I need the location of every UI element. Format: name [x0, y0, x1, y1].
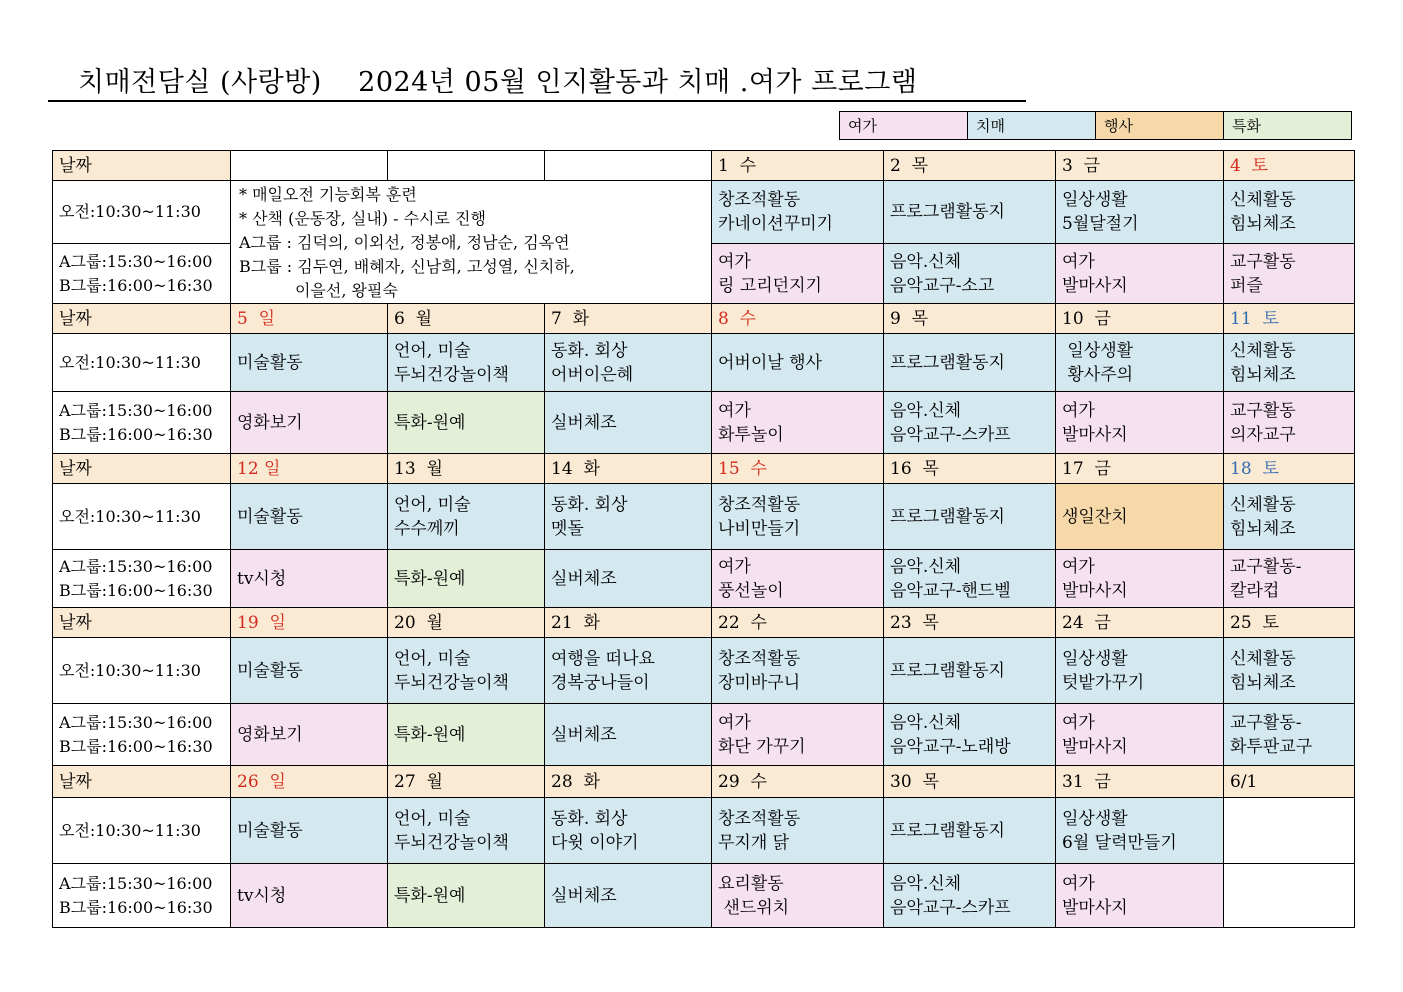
date-cell: 11 토 — [1224, 304, 1355, 334]
activity-cell: 프로그램활동지 — [884, 484, 1056, 550]
activity-cell: 창조적활동 장미바구니 — [712, 638, 884, 704]
activity-cell: 신체활동 힘뇌체조 — [1224, 484, 1355, 550]
date-cell: 31 금 — [1056, 766, 1224, 798]
date-cell — [231, 151, 388, 181]
date-cell: 29 수 — [712, 766, 884, 798]
color-legend — [839, 111, 1352, 140]
activity-cell: 교구활동 퍼즐 — [1224, 244, 1355, 304]
activity-cell: 실버체조 — [545, 864, 712, 928]
afternoon-row — [53, 550, 1355, 608]
legend-haengsa: 행사 — [1096, 112, 1224, 140]
activity-cell: 특화-원예 — [388, 704, 545, 766]
activity-cell: 요리활동 샌드위치 — [712, 864, 884, 928]
activity-cell: 미술활동 — [231, 798, 388, 864]
activity-cell: 일상생활 5월달절기 — [1056, 181, 1224, 244]
date-cell: 7 화 — [545, 304, 712, 334]
activity-cell: 여가 발마사지 — [1056, 244, 1224, 304]
morning-row — [53, 334, 1355, 392]
morning-row — [53, 484, 1355, 550]
activity-cell: 교구활동- 칼라컵 — [1224, 550, 1355, 608]
activity-cell: 특화-원예 — [388, 392, 545, 454]
time-label-afternoon: A그룹:15:30~16:00 B그룹:16:00~16:30 — [53, 550, 231, 608]
activity-cell: 언어, 미술 수수께끼 — [388, 484, 545, 550]
activity-cell — [1224, 798, 1355, 864]
activity-cell: 음악.신체 음악교구-스카프 — [884, 864, 1056, 928]
activity-cell: 영화보기 — [231, 704, 388, 766]
time-label-afternoon: A그룹:15:30~16:00 B그룹:16:00~16:30 — [53, 244, 231, 304]
afternoon-row — [53, 704, 1355, 766]
activity-cell: 일상생활 텃밭가꾸기 — [1056, 638, 1224, 704]
activity-cell: 언어, 미술 두뇌건강놀이책 — [388, 334, 545, 392]
date-cell: 3 금 — [1056, 151, 1224, 181]
date-row — [53, 454, 1355, 484]
morning-row — [53, 181, 1355, 244]
date-label: 날짜 — [53, 454, 231, 484]
activity-cell: 창조적활동 나비만들기 — [712, 484, 884, 550]
activity-cell: 창조적활동 무지개 닭 — [712, 798, 884, 864]
time-label-morning: 오전:10:30~11:30 — [53, 798, 231, 864]
date-cell: 6 월 — [388, 304, 545, 334]
date-cell — [388, 151, 545, 181]
afternoon-row — [53, 864, 1355, 928]
activity-cell: 일상생활 6월 달력만들기 — [1056, 798, 1224, 864]
date-cell: 16 목 — [884, 454, 1056, 484]
activity-cell: 신체활동 힘뇌체조 — [1224, 334, 1355, 392]
date-row — [53, 151, 1355, 181]
activity-cell: 여가 발마사지 — [1056, 704, 1224, 766]
date-label: 날짜 — [53, 766, 231, 798]
date-cell: 14 화 — [545, 454, 712, 484]
activity-cell: 영화보기 — [231, 392, 388, 454]
activity-cell: 어버이날 행사 — [712, 334, 884, 392]
date-row — [53, 766, 1355, 798]
activity-cell: 여가 화단 가꾸기 — [712, 704, 884, 766]
activity-cell: 동화. 회상 어버이은혜 — [545, 334, 712, 392]
date-cell: 21 화 — [545, 608, 712, 638]
date-cell: 26 일 — [231, 766, 388, 798]
morning-row — [53, 638, 1355, 704]
date-cell: 18 토 — [1224, 454, 1355, 484]
activity-cell: 실버체조 — [545, 550, 712, 608]
activity-cell: 동화. 회상 다윗 이야기 — [545, 798, 712, 864]
legend-teukhwa: 특화 — [1224, 112, 1352, 140]
date-label: 날짜 — [53, 608, 231, 638]
time-label-morning: 오전:10:30~11:30 — [53, 638, 231, 704]
activity-cell: 여가 발마사지 — [1056, 864, 1224, 928]
date-row — [53, 608, 1355, 638]
date-cell: 17 금 — [1056, 454, 1224, 484]
activity-cell: 특화-원예 — [388, 864, 545, 928]
page-title-text: 치매전담실 (사랑방) 2024년 05월 인지활동과 치매 .여가 프로그램 — [78, 67, 918, 98]
date-cell: 15 수 — [712, 454, 884, 484]
date-cell: 25 토 — [1224, 608, 1355, 638]
activity-cell: 음악.신체 음악교구-소고 — [884, 244, 1056, 304]
date-cell: 1 수 — [712, 151, 884, 181]
date-label: 날짜 — [53, 304, 231, 334]
activity-cell: 미술활동 — [231, 638, 388, 704]
date-cell: 10 금 — [1056, 304, 1224, 334]
activity-cell: 생일잔치 — [1056, 484, 1224, 550]
activity-cell: 음악.신체 음악교구-핸드벨 — [884, 550, 1056, 608]
activity-cell: 일상생활 황사주의 — [1056, 334, 1224, 392]
date-cell: 22 수 — [712, 608, 884, 638]
date-cell: 2 목 — [884, 151, 1056, 181]
activity-cell: 프로그램활동지 — [884, 334, 1056, 392]
activity-cell: 특화-원예 — [388, 550, 545, 608]
activity-cell: 동화. 회상 멧돌 — [545, 484, 712, 550]
activity-cell: tv시청 — [231, 864, 388, 928]
activity-cell: 미술활동 — [231, 484, 388, 550]
date-cell: 27 월 — [388, 766, 545, 798]
date-cell: 19 일 — [231, 608, 388, 638]
activity-cell: tv시청 — [231, 550, 388, 608]
date-cell: 12 일 — [231, 454, 388, 484]
activity-cell: 여행을 떠나요 경복궁나들이 — [545, 638, 712, 704]
afternoon-row — [53, 392, 1355, 454]
date-cell: 24 금 — [1056, 608, 1224, 638]
activity-cell — [1224, 864, 1355, 928]
activity-cell: 미술활동 — [231, 334, 388, 392]
activity-cell: 음악.신체 음악교구-스카프 — [884, 392, 1056, 454]
date-cell: 4 토 — [1224, 151, 1355, 181]
time-label-afternoon: A그룹:15:30~16:00 B그룹:16:00~16:30 — [53, 864, 231, 928]
legend-chimae: 치매 — [968, 112, 1096, 140]
activity-cell: 프로그램활동지 — [884, 798, 1056, 864]
date-cell: 5 일 — [231, 304, 388, 334]
activity-cell: 언어, 미술 두뇌건강놀이책 — [388, 798, 545, 864]
morning-row — [53, 798, 1355, 864]
activity-cell: 창조적활동 카네이션꾸미기 — [712, 181, 884, 244]
date-cell: 9 목 — [884, 304, 1056, 334]
date-cell — [545, 151, 712, 181]
date-cell: 6/1 — [1224, 766, 1355, 798]
page-title — [48, 66, 1026, 102]
date-cell: 23 목 — [884, 608, 1056, 638]
activity-cell: 교구활동 의자교구 — [1224, 392, 1355, 454]
activity-cell: 음악.신체 음악교구-노래방 — [884, 704, 1056, 766]
notice-box: * 매일오전 기능회복 훈련 * 산책 (운동장, 실내) - 수시로 진행 A그룹 : 김덕의, 이외선, 정봉애, 정남순, 김옥연 B그룹 : 김두연, 배혜자, 신남희, 고성열, 신치하, 이을선, 왕필숙 — [231, 181, 712, 304]
schedule-table — [52, 150, 1355, 928]
activity-cell: 프로그램활동지 — [884, 638, 1056, 704]
activity-cell: 여가 풍선놀이 — [712, 550, 884, 608]
activity-cell: 실버체조 — [545, 704, 712, 766]
activity-cell: 여가 발마사지 — [1056, 550, 1224, 608]
time-label-morning: 오전:10:30~11:30 — [53, 484, 231, 550]
activity-cell: 신체활동 힘뇌체조 — [1224, 638, 1355, 704]
date-cell: 20 월 — [388, 608, 545, 638]
activity-cell: 여가 화투놀이 — [712, 392, 884, 454]
date-cell: 28 화 — [545, 766, 712, 798]
date-row — [53, 304, 1355, 334]
time-label-morning: 오전:10:30~11:30 — [53, 334, 231, 392]
legend-yeoga: 여가 — [840, 112, 968, 140]
time-label-afternoon: A그룹:15:30~16:00 B그룹:16:00~16:30 — [53, 704, 231, 766]
time-label-afternoon: A그룹:15:30~16:00 B그룹:16:00~16:30 — [53, 392, 231, 454]
activity-cell: 언어, 미술 두뇌건강놀이책 — [388, 638, 545, 704]
date-cell: 8 수 — [712, 304, 884, 334]
activity-cell: 신체활동 힘뇌체조 — [1224, 181, 1355, 244]
activity-cell: 교구활동- 화투판교구 — [1224, 704, 1355, 766]
activity-cell: 여가 링 고리던지기 — [712, 244, 884, 304]
date-cell: 13 월 — [388, 454, 545, 484]
activity-cell: 실버체조 — [545, 392, 712, 454]
date-label: 날짜 — [53, 151, 231, 181]
activity-cell: 프로그램활동지 — [884, 181, 1056, 244]
date-cell: 30 목 — [884, 766, 1056, 798]
activity-cell: 여가 발마사지 — [1056, 392, 1224, 454]
time-label-morning: 오전:10:30~11:30 — [53, 181, 231, 244]
